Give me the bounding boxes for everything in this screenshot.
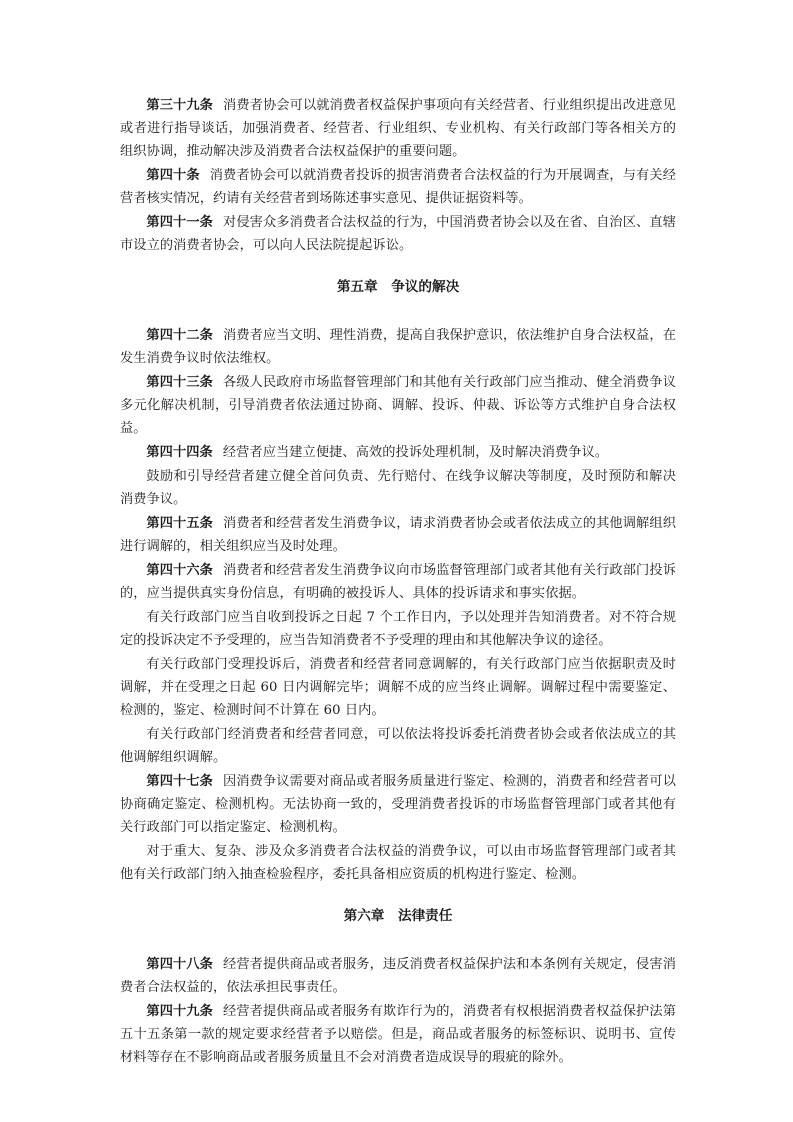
chapter-heading-5: 第五章 争议的解决 <box>336 279 460 295</box>
paragraph: 有关行政部门应当自收到投诉之日起 7 个工作日内，予以处理并告知消费者。对不符合规定的投诉决定不予受理的，应当告知消费者不予受理的理由和其他解决争议的途径。 <box>120 610 676 648</box>
article-number: 第四十九条 <box>146 1004 214 1019</box>
article-number: 第四十一条 <box>146 215 214 230</box>
article-49 <box>120 1000 676 1069</box>
article-text: 消费者协会可以就消费者权益保护事项向有关经营者、行业组织提出改进意见或者进行指导谈话，加强消费者、经营者、行业组织、专业机构、有关行政部门等各相关方的组织协调，推动解决涉及消费者合法权益保护的重要问题。 <box>120 98 676 159</box>
article-46 <box>120 559 676 605</box>
article-text: 经营者应当建立便捷、高效的投诉处理机制，及时解决消费争议。 <box>222 445 609 460</box>
article-text: 因消费争议需要对商品或者服务质量进行鉴定、检测的，消费者和经营者可以协商确定鉴定、检测机构。无法协商一致的，受理消费者投诉的市场监督管理部门或者其他有关行政部门可以指定鉴定、检测机构。 <box>120 774 676 835</box>
article-number: 第四十三条 <box>146 375 214 390</box>
article-number: 第四十七条 <box>146 774 214 789</box>
article-39 <box>120 94 676 163</box>
article-text: 消费者应当文明、理性消费，提高自我保护意识，依法维护自身合法权益，在发生消费争议时依法维权。 <box>120 328 676 366</box>
article-text: 经营者提供商品或者服务，违反消费者权益保护法和本条例有关规定，侵害消费者合法权益的，依法承担民事责任。 <box>120 957 676 995</box>
article-48 <box>120 953 676 999</box>
article-text: 各级人民政府市场监督管理部门和其他有关行政部门应当推动、健全消费争议多元化解决机制，引导消费者依法通过协商、调解、投诉、仲裁、诉讼等方式维护自身合法权益。 <box>120 375 676 436</box>
article-text: 经营者提供商品或者服务有欺诈行为的，消费者有权根据消费者权益保护法第五十五条第一款的规定要求经营者予以赔偿。但是，商品或者服务的标签标识、说明书、宣传材料等存在不影响商品或者服务质量且不会对消费者造成误导的瑕疵的除外。 <box>120 1004 676 1065</box>
article-number: 第三十九条 <box>146 98 214 113</box>
chapter-heading-6: 第六章 法律责任 <box>343 908 453 924</box>
article-41 <box>120 211 676 257</box>
article-number: 第四十八条 <box>146 957 214 972</box>
paragraph: 鼓励和引导经营者建立健全首问负责、先行赔付、在线争议解决等制度，及时预防和解决消费争议。 <box>120 469 676 507</box>
article-text: 消费者和经营者发生消费争议，请求消费者协会或者依法成立的其他调解组织进行调解的，相关组织应当及时处理。 <box>120 516 676 554</box>
article-number: 第四十四条 <box>146 445 213 460</box>
article-number: 第四十条 <box>146 168 200 183</box>
paragraph: 有关行政部门受理投诉后，消费者和经营者同意调解的，有关行政部门应当依据职责及时调解，并在受理之日起 60 日内调解完毕；调解不成的应当终止调解。调解过程中需要鉴定、检测的，鉴定、检测时间不计算在 60 日内。 <box>120 657 676 718</box>
article-40 <box>120 164 676 210</box>
article-number: 第四十二条 <box>146 328 214 343</box>
article-number: 第四十五条 <box>146 516 214 531</box>
article-42 <box>120 324 676 370</box>
article-44 <box>120 441 676 464</box>
article-number: 第四十六条 <box>146 563 214 578</box>
paragraph: 对于重大、复杂、涉及众多消费者合法权益的消费争议，可以由市场监督管理部门或者其他有关行政部门纳入抽查检验程序，委托具备相应资质的机构进行鉴定、检测。 <box>120 844 676 882</box>
paragraph: 有关行政部门经消费者和经营者同意，可以依法将投诉委托消费者协会或者依法成立的其他调解组织调解。 <box>120 727 676 765</box>
article-text: 消费者和经营者发生消费争议向市场监督管理部门或者其他有关行政部门投诉的，应当提供真实身份信息，有明确的被投诉人、具体的投诉请求和事实依据。 <box>120 563 676 601</box>
article-45 <box>120 512 676 558</box>
document-page <box>120 94 676 1070</box>
article-text: 消费者协会可以就消费者投诉的损害消费者合法权益的行为开展调查，与有关经营者核实情况，约请有关经营者到场陈述事实意见、提供证据资料等。 <box>120 168 676 206</box>
article-43 <box>120 371 676 440</box>
article-text: 对侵害众多消费者合法权益的行为，中国消费者协会以及在省、自治区、直辖市设立的消费者协会，可以向人民法院提起诉讼。 <box>120 215 676 253</box>
article-47 <box>120 770 676 839</box>
